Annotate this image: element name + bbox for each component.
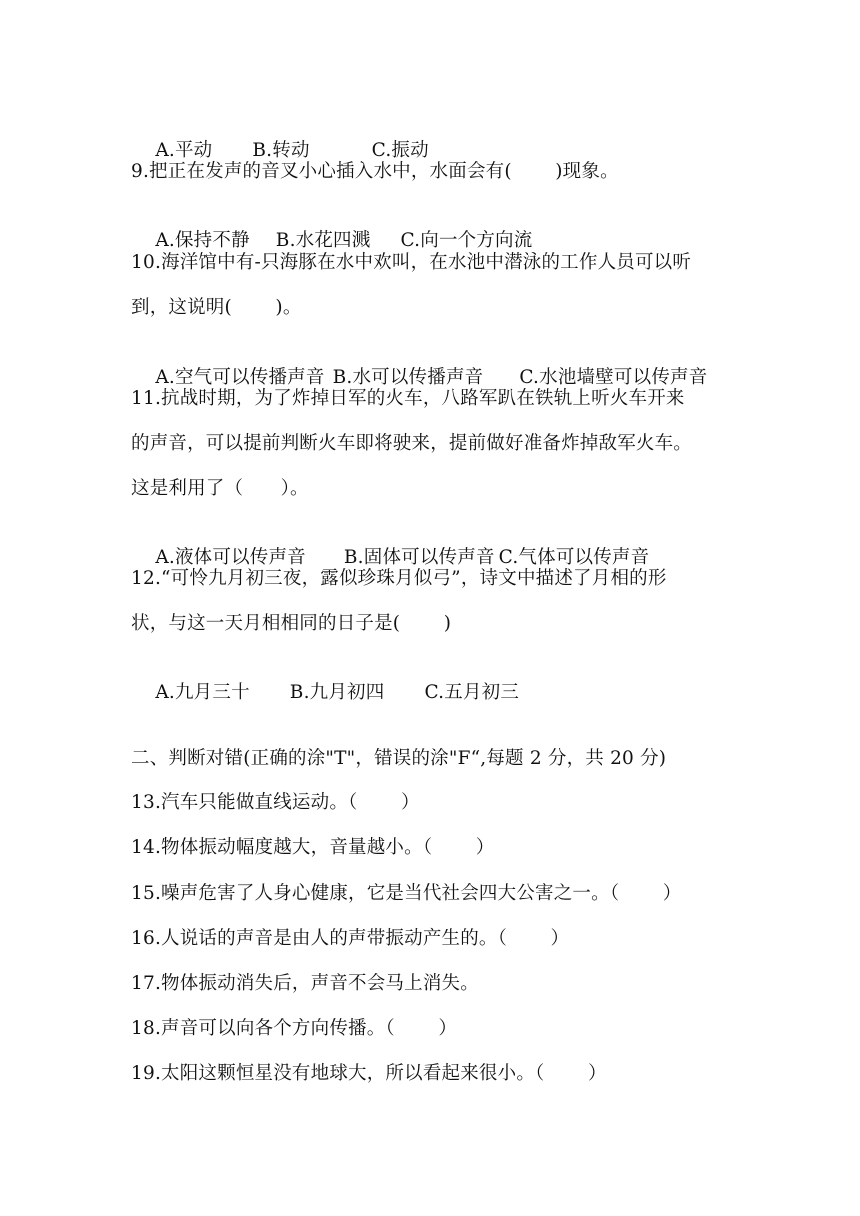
q10-option-c: C.水池墙壁可以传声音 bbox=[519, 367, 708, 388]
q9-option-b: B.水花四溅 bbox=[275, 230, 371, 251]
q9-option-c: C.向一个方向流 bbox=[400, 230, 533, 251]
q12-option-a: A.九月三十 bbox=[155, 682, 250, 703]
q9-option-a: A.保持不静 bbox=[155, 230, 250, 251]
judge-item-15: 15.噪声危害了人身心健康，它是当代社会四大公害之一。（ ） bbox=[131, 883, 682, 904]
q11-stem-line2: 的声音，可以提前判断火车即将驶来，提前做好准备炸掉敌军火车。 bbox=[131, 433, 693, 454]
section2-heading: 二、判断对错(正确的涂"T"，错误的涂"F“,每题 2 分，共 20 分) bbox=[131, 748, 667, 769]
q11-option-b: B.固体可以传声音 bbox=[343, 547, 495, 568]
q10-option-a: A.空气可以传播声音 bbox=[155, 367, 325, 388]
q10-stem-line2: 到，这说明( )。 bbox=[131, 297, 302, 318]
q11-option-c: C.气体可以传声音 bbox=[498, 547, 650, 568]
q12-option-b: B.九月初四 bbox=[289, 682, 385, 703]
q10-option-b: B.水可以传播声音 bbox=[332, 367, 484, 388]
q8-option-c: C.振动 bbox=[371, 140, 429, 161]
judge-item-14: 14.物体振动幅度越大，音量越小。（ ） bbox=[131, 837, 495, 858]
q8-option-b: B.转动 bbox=[252, 140, 310, 161]
judge-item-16: 16.人说话的声音是由人的声带振动产生的。（ ） bbox=[131, 928, 570, 949]
q12-stem-line1: 12.“可怜九月初三夜，露似珍珠月似弓”，诗文中描述了月相的形 bbox=[131, 568, 667, 589]
judge-item-18: 18.声音可以向各个方向传播。（ ） bbox=[131, 1018, 458, 1039]
q8-option-a: A.平动 bbox=[155, 140, 213, 161]
q12-option-c: C.五月初三 bbox=[424, 682, 520, 703]
q11-stem-line1: 11.抗战时期，为了炸掉日军的火车，八路军趴在铁轨上听火车开来 bbox=[131, 388, 685, 409]
q10-stem-line1: 10.海洋馆中有-只海豚在水中欢叫，在水池中潜泳的工作人员可以听 bbox=[131, 252, 692, 273]
q9-stem: 9.把正在发声的音叉小心插入水中，水面会有( )现象。 bbox=[131, 161, 619, 182]
q11-option-a: A.液体可以传声音 bbox=[155, 547, 306, 568]
q12-stem-line2: 状，与这一天月相相同的日子是( ) bbox=[131, 613, 452, 634]
q12-options bbox=[131, 657, 519, 729]
judge-item-19: 19.太阳这颗恒星没有地球大，所以看起来很小。（ ） bbox=[131, 1063, 607, 1084]
judge-item-13: 13.汽车只能做直线运动。（ ） bbox=[131, 792, 420, 813]
judge-item-17: 17.物体振动消失后，声音不会马上消失。 bbox=[131, 973, 479, 994]
q11-stem-line3: 这是利用了（ ）。 bbox=[131, 478, 309, 499]
